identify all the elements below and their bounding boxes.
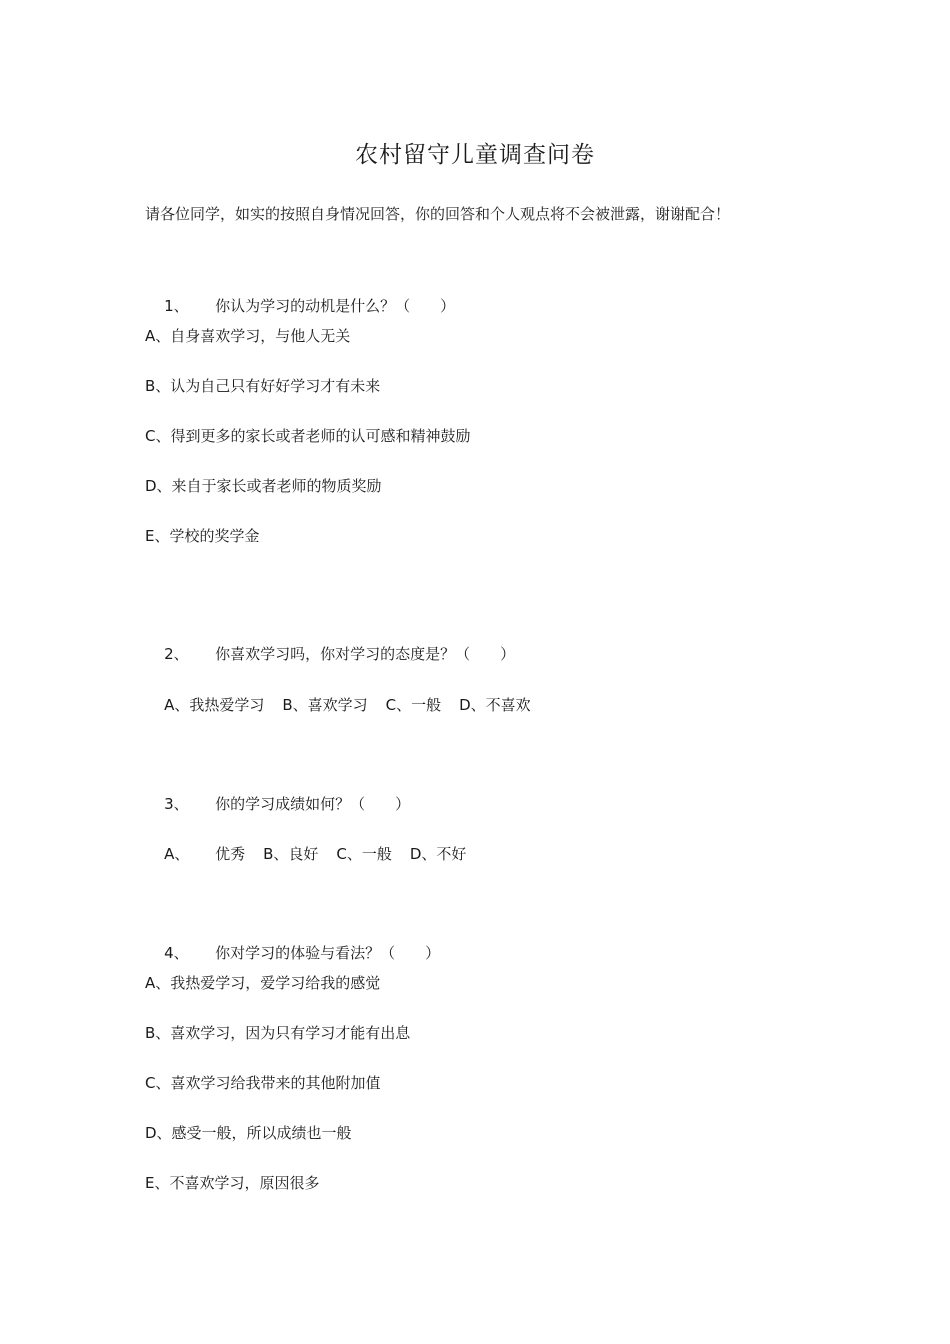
option-2b: B、喜欢学习 — [282, 696, 368, 714]
option-1d: D、来自于家长或者老师的物质奖励 — [145, 477, 382, 495]
options-row-2 — [145, 675, 531, 735]
question-number: 1、 — [164, 297, 189, 315]
option-1b: B、认为自己只有好好学习才有未来 — [145, 377, 381, 395]
options-row-3 — [145, 824, 466, 884]
option-4d: D、感受一般，所以成绩也一般 — [145, 1124, 352, 1142]
option-4c: C、喜欢学习给我带来的其他附加值 — [145, 1074, 381, 1092]
option-3d: D、不好 — [409, 845, 467, 863]
intro-text: 请各位同学，如实的按照自身情况回答，你的回答和个人观点将不会被泄露，谢谢配合！ — [145, 205, 731, 223]
option-4b: B、喜欢学习，因为只有学习才能有出息 — [145, 1024, 411, 1042]
option-3c: C、一般 — [336, 845, 392, 863]
question-number: 4、 — [164, 944, 189, 962]
option-1c: C、得到更多的家长或者老师的认可感和精神鼓励 — [145, 427, 471, 445]
option-2c: C、一般 — [385, 696, 442, 714]
option-4e: E、不喜欢学习，原因很多 — [145, 1174, 320, 1192]
question-text: 你喜欢学习吗，你对学习的态度是？（ ） — [215, 645, 516, 663]
option-3a-label: A、 — [164, 845, 190, 863]
option-4a: A、我热爱学习，爱学习给我的感觉 — [145, 974, 381, 992]
question-number: 3、 — [164, 795, 189, 813]
question-number: 2、 — [164, 645, 189, 663]
option-1e: E、学校的奖学金 — [145, 527, 260, 545]
question-text: 你认为学习的动机是什么？（ ） — [215, 297, 456, 315]
question-text: 你对学习的体验与看法？（ ） — [215, 944, 441, 962]
option-2d: D、不喜欢 — [459, 696, 531, 714]
page-title: 农村留守儿童调查问卷 — [355, 142, 595, 168]
option-3a-text: 优秀 — [215, 845, 246, 863]
question-text: 你的学习成绩如何？（ ） — [215, 795, 411, 813]
option-2a: A、我热爱学习 — [164, 696, 265, 714]
option-3b: B、良好 — [263, 845, 319, 863]
option-1a: A、自身喜欢学习，与他人无关 — [145, 327, 351, 345]
